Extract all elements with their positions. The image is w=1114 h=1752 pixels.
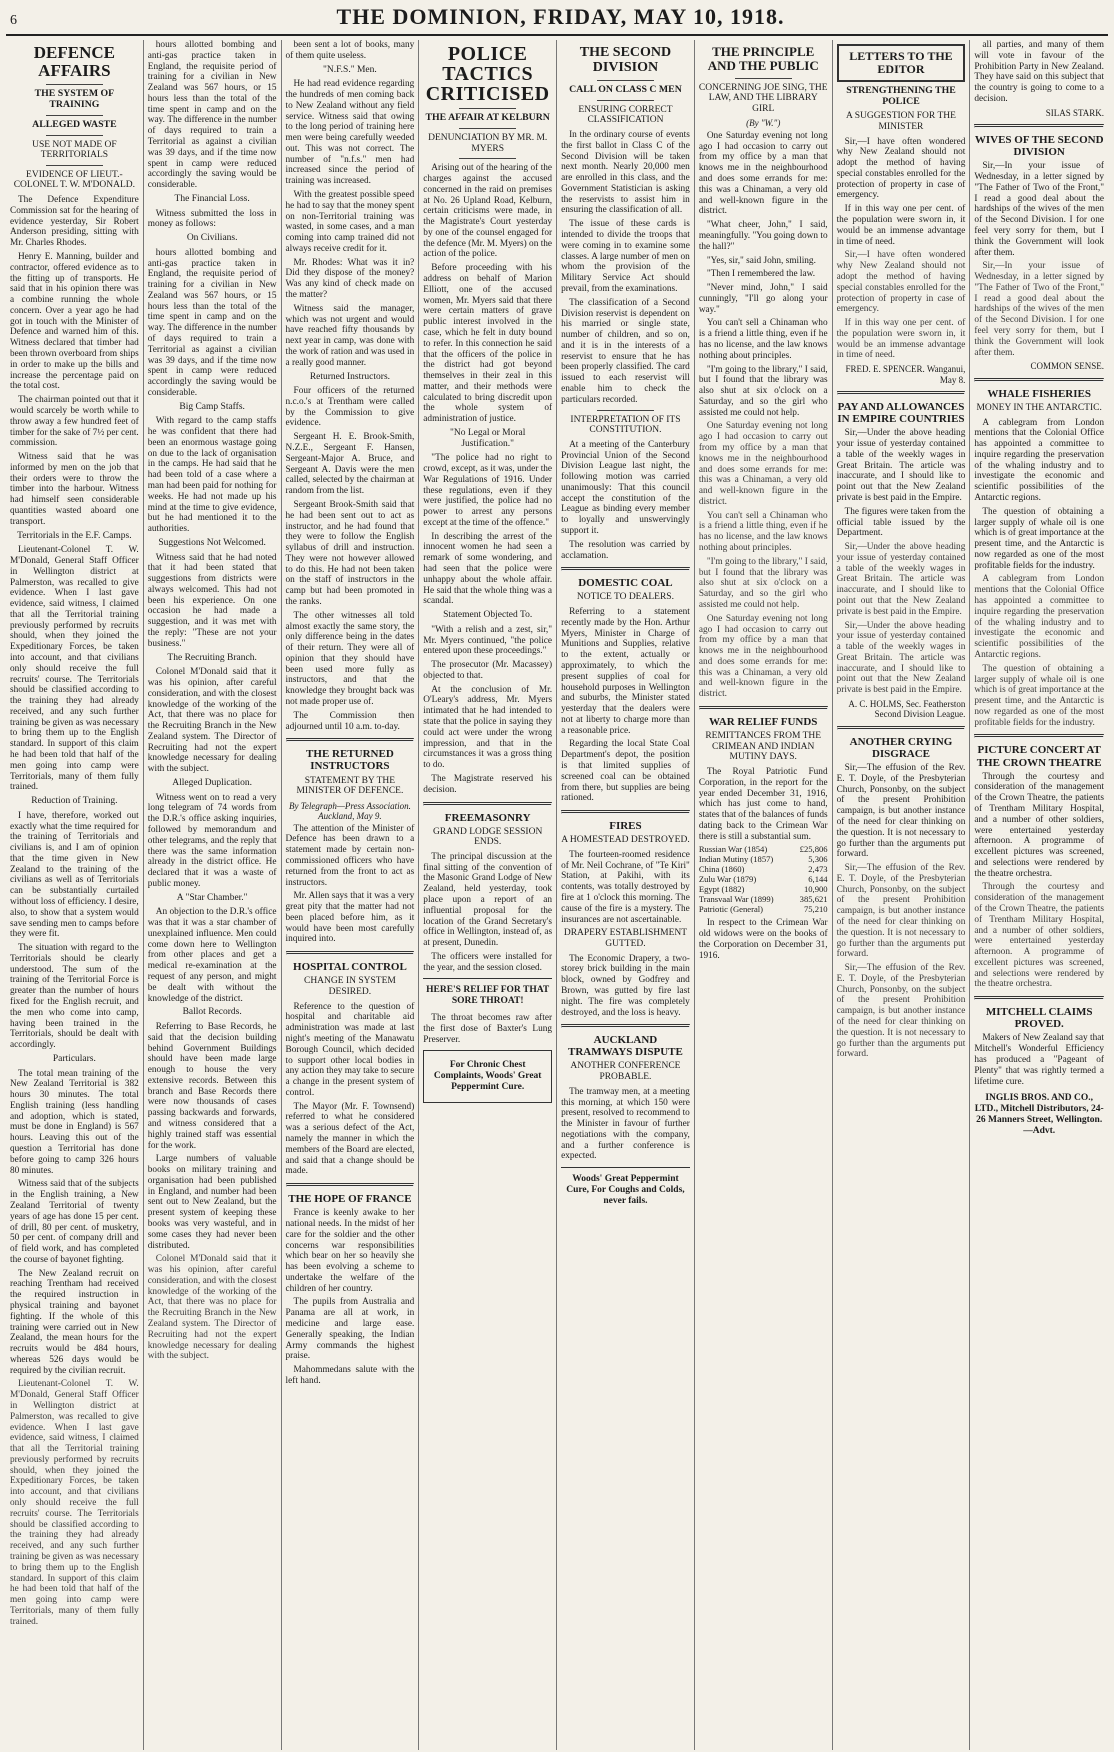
article-paragraph: Witness submitted the loss in money as follows: xyxy=(147,208,277,230)
divider xyxy=(423,802,552,806)
article-paragraph: With the greatest possible speed he had to say that the money spent on non-Territorial training was wasted, in some cases, and a man coming into camp trained did not always receive credit for it. xyxy=(285,190,415,254)
section-heading: Particulars. xyxy=(52,1053,96,1064)
article-paragraph: The situation with regard to the Territorials should be clearly understood. The sum of the training of the Territorial Force is greater than the number of hours fixed for the English recruit, and the men who come into camp, having been trained in the Territorials, should be dealt with accordingly. xyxy=(10,943,139,1051)
column-7 xyxy=(833,40,971,1750)
article-paragraph: The Magistrate reserved his decision. xyxy=(423,773,553,795)
article-paragraph: Lieutenant-Colonel T. W. M'Donald, General Staff Officer in Wellington district at Palmerston, was recalled to give evidence. When I last gave evidence, said witness, I claimed that all the Territorial training previously performed by recruits should, when they joined the Expeditionary Forces, be taken into account, and that civilians only should receive the full recruits' course. The Territorials should be classified according to the training they had already received, and any such further training be given as was necessary to bring them up to the English standard. In support of this claim he had been told that half of the men going into camp were Territorials, many of them fully trained. xyxy=(10,1379,139,1627)
subhead-kelburn: THE AFFAIR AT KELBURN xyxy=(425,112,550,123)
article-paragraph: In the ordinary course of events the first ballot in Class C of the Second Division will be taken next month. Nearly 20,000 men are enrolled in this class, and the Government Statistician is asking the reservists to assist him in ensuring the classification of all. xyxy=(561,130,690,216)
article-paragraph: In respect to the Crimean War old widows were on the books of the Corporation on December 31, 1916. xyxy=(698,918,828,961)
article-paragraph: "Then I remembered the law. xyxy=(706,269,816,280)
article-paragraph: The prosecutor (Mr. Macassey) objected to that. xyxy=(423,660,553,681)
column-4 xyxy=(419,40,557,1750)
fund-name: Patriotic (General) xyxy=(698,904,764,915)
article-paragraph: Reference to the question of hospital and charitable aid administration was made at last night's meeting of the Manawatu Borough Council, which decided to support other local bodies in any action they may take to secure a change in the present system of control. xyxy=(285,1001,415,1098)
article-paragraph: He had read evidence regarding the hundreds of men coming back to New Zealand without any field service. Witness said that owing to the long period of training here men were being carefully weeded out. This was not correct. The number of "n.f.s." men had increased since the period of training was increased. xyxy=(285,79,415,187)
subhead-drapery: DRAPERY ESTABLISHMENT GUTTED. xyxy=(563,928,688,949)
article-paragraph: Sergeant Brook-Smith said that he had been sent out to act as instructor, and he had found that they were to follow the English syllabus of drill and instruction. They were not however allowed to do this. He had not been taken on the staff of instructors in the camp but had been promoted in the ranks. xyxy=(285,499,415,607)
divider xyxy=(561,1167,690,1168)
article-paragraph: Through the courtesy and consideration of the management of the Crown Theatre, the patients of Trentham Military Hospital, and a number of other soldiers, were entertained yesterday afternoon. A programme of excellent pictures was screened, and selections were rendered by the theatre orchestra. xyxy=(974,882,1104,990)
advert-footer: INGLIS BROS. AND CO., LTD., Mitchell Distributors, 24-26 Manners Street, Wellington.—Advt. xyxy=(974,1093,1104,1137)
subhead-territorials: USE NOT MADE OF TERRITORIALS xyxy=(32,139,117,161)
article-paragraph: Witness said that he was informed by men on the job that their orders were to throw the timber into the harbour. Witness had himself seen considerable quantities wasted aboard one transport. xyxy=(10,452,139,527)
article-paragraph: You can't sell a Chinaman who is a friend a little thing, even if he has no license, and the law knows nothing about principles. xyxy=(698,318,828,361)
article-paragraph: I have, therefore, worked out exactly what the time required for the training of Territorials and civilians is, and I am of opinion that the time given in New Zealand to the training of the civilians as well as of Territorials can be substantially curtailed without loss of efficiency. I desire, also, to show that a system would save sending men to camps before they were fit. xyxy=(10,810,139,940)
page-number: 6 xyxy=(10,13,17,28)
letter-paragraph: all parties, and many of them will vote in favour of the Prohibition Party in New Zealand. They have said on this subject that the country is going to come to a decision. xyxy=(974,40,1104,104)
article-paragraph: Colonel M'Donald said that it was his opinion, after careful consideration, and with the closest knowledge of the working of the Act, that there was no place for the Recruiting Branch in the New Zealand system. The Director of Recruiting had not the expert knowledge necessary for dealing with the subject. xyxy=(147,1254,277,1362)
article-paragraph: The officers were installed for the year, and the session closed. xyxy=(423,951,553,973)
columns xyxy=(6,40,1108,1750)
divider xyxy=(699,706,828,710)
article-paragraph: The Economic Drapery, a two-storey brick building in the main block, owned by Godfrey and Brown, was gutted by fire last night. The fire was completely destroyed, and the loss is heavy. xyxy=(561,953,690,1018)
headline-tramways: AUCKLAND TRAMWAYS DISPUTE xyxy=(568,1034,683,1059)
article-paragraph: At the conclusion of Mr. O'Leary's address, Mr. Myers intimated that he had intended to state that the police in saying they could act were under the wrong impression, and that in the circumstances it was a gross thing to do. xyxy=(423,684,553,771)
masthead xyxy=(6,4,1108,36)
headline-war-relief: WAR RELIEF FUNDS xyxy=(709,715,818,728)
subhead-homestead: A HOMESTEAD DESTROYED. xyxy=(561,835,690,846)
article-paragraph: Mr. Allen says that it was a very great pity that the matter had not been placed before him, as it would have been most carefully inquired into. xyxy=(285,891,415,945)
subhead-suggestion: A SUGGESTION FOR THE MINISTER xyxy=(846,111,956,132)
section-heading: Territorials in the E.F. Camps. xyxy=(17,530,132,541)
headline-domestic-coal: DOMESTIC COAL xyxy=(578,577,673,590)
article-paragraph: Witness said that he had noted that it had been stated that suggestions from districts were always welcomed. This had not been his experience. On one occasion he had made a suggestion, and it was met with the reply: "These are not your business." xyxy=(147,552,277,649)
article-paragraph: hours allotted bombing and anti-gas practice taken in England, the requisite period of training for a civilian in New Zealand was 567 hours, or 15 hours less than the total of the time spent in camp and on the way. The difference in the number of days required to train a Territorial as against a civilian was 39 days, and if the time now spent in camp were reduced accordingly the saving would be considerable. xyxy=(147,40,277,191)
divider xyxy=(46,165,103,166)
fund-amount: 2,473 xyxy=(808,864,828,875)
article-paragraph: The issue of these cards is intended to divide the troops that were coming in to examine some classes. A large number of men on whom the provision of the Military Service Act should prevail, from the examinations. xyxy=(561,219,690,294)
subhead-interpretation: INTERPRETATION OF ITS CONSTITUTION. xyxy=(570,414,681,436)
article-paragraph: The principal discussion at the final sitting of the convention of the Masonic Grand Lodge of New Zealand, held yesterday, took place upon a report of an influential proposal for the location of the Grand Secretary's office in Wellington, instead of, as at present, Dunedin. xyxy=(423,851,553,949)
article-paragraph: The pupils from Australia and Panama are all at work, in medicine and large ease. Generally speaking, the Indian Army commands the highest praise. xyxy=(285,1297,415,1362)
article-paragraph: The classification of a Second Division reservist is dependent on his married or single state, number of children, and so on, and it is in the interests of a reservist to ensure that he has been properly classified. The card issued to each reservist will enable him to check the particulars recorded. xyxy=(561,297,690,405)
advert-box xyxy=(423,1050,552,1103)
divider xyxy=(597,80,654,81)
article-paragraph: The tramway men, at a meeting this morning, at which 150 were present, resolved to recommend to the Minister in favour of further negotiations with the company, and a further conference is expected. xyxy=(561,1086,690,1162)
article-paragraph: Mahommedans salute with the left hand. xyxy=(285,1365,415,1386)
article-paragraph: The Defence Expenditure Commission sat for the hearing of evidence yesterday, Sir Robert Anderson presiding, sitting with Mr. Charles Rhodes. xyxy=(10,195,139,249)
article-paragraph: A cablegram from London mentions that the Colonial Office has appointed a committee to inquire regarding the preservation of the whaling industry and to investigate the economic and scientific possibilities of the Antarctic regions. xyxy=(974,417,1104,503)
article-paragraph: Before proceeding with his address on behalf of Marion Elliott, one of the accused women, Mr. Myers said that there were certain matters of grave public interest involved in the case, which he felt in duty bound to refer. In this connection he said that the officers of the police in the district had got beyond themselves in their zeal in this matter, and their methods were calculated to bring discredit upon the whole system of administration of justice. xyxy=(423,263,553,425)
article-paragraph: The Royal Patriotic Fund Corporation, in the report for the year ended December 31, 1916, which has just come to hand, states that of the balances of funds dating back to the Crimean War there is still a substantial sum. xyxy=(698,766,828,842)
divider xyxy=(974,734,1104,738)
letter-signature: FRED. E. SPENCER. Wanganui, May 8. xyxy=(845,364,966,385)
headline-police-tactics: POLICE TACTICS CRITICISED xyxy=(425,43,550,105)
subhead-dealers: NOTICE TO DEALERS. xyxy=(576,592,674,603)
funds-table xyxy=(699,845,828,915)
letter-paragraph: Sir,—In your issue of Wednesday, in a letter signed by "The Father of Two of the Front," I read a good deal about the hardships of the wives of the men of the Second Division. I for one feel very sorry for them, but I think the Government will look after them. xyxy=(974,161,1104,258)
letter-signature: SILAS STARK. xyxy=(1045,107,1104,118)
article-paragraph: "I'm going to the library," I said, but I found that the library was also shut at six o'clock on a Saturday, and so the girl who assisted me could not help. xyxy=(698,364,828,418)
article-paragraph: One Saturday evening not long ago I had occasion to carry out from my office by a man that knows me in the neighbourhood and does some errands for me: this was a Chinaman, a very old and well-known figure in the district. xyxy=(698,613,828,700)
letter-paragraph: If in this way one per cent. of the population were sworn in, it would be an immense advantage in time of need. xyxy=(836,204,966,247)
section-heading: "N.F.S." Men. xyxy=(323,64,377,75)
article-paragraph: One Saturday evening not long ago I had occasion to carry out from my office by a man that knows me in the neighbourhood and does some errands for me: this was a Chinaman, a very old and well-known figure in the district. xyxy=(698,130,828,217)
fund-name: China (1860) xyxy=(698,864,745,875)
fund-name: Transvaal War (1899) xyxy=(698,894,774,905)
headline-freemasonry: FREEMASONRY xyxy=(444,811,531,824)
subhead-police: STRENGTHENING THE POLICE xyxy=(846,85,956,108)
divider xyxy=(46,135,103,136)
subhead-joe-sing: CONCERNING JOE SING, THE LAW, AND THE LIBRARY GIRL xyxy=(698,82,828,114)
subhead-remittances: REMITTANCES FROM THE CRIMEAN AND INDIAN MUTINY DAYS. xyxy=(705,731,822,763)
divider xyxy=(459,158,516,159)
divider xyxy=(459,128,516,129)
article-paragraph: The attention of the Minister of Defence has been drawn to a statement made by certain non-commissioned officers who have returned from the front to act as instructors. xyxy=(285,823,415,888)
column-6 xyxy=(695,40,833,1750)
headline-concert: PICTURE CONCERT AT THE CROWN THEATRE xyxy=(976,744,1102,769)
article-paragraph: Witness said that of the subjects in the English training, a New Zealand Territorial of twenty years of age has done 15 per cent. of drill, 80 per cent. of musketry, 50 per cent. of company drill and of field work, and has completed the course of bayonet fighting. xyxy=(10,1179,139,1265)
article-paragraph: Henry E. Manning, builder and contractor, offered evidence as to the fitting up of transports. He said that in his opinion there was a combine running the whole concern. Over a year ago he had got in touch with the Minister of Defence and warned him of this. Witness declared that timber had been thrown overboard from ships in order to make up the bills and increase the percentage paid on the total cost. xyxy=(10,252,139,392)
divider xyxy=(735,78,792,79)
subhead-minister: STATEMENT BY THE MINISTER OF DEFENCE. xyxy=(296,775,404,797)
divider xyxy=(459,108,516,109)
letter-paragraph: Sir,—The effusion of the Rev. E. T. Doyle, of the Presbyterian Church, Ponsonby, on the subject of the present Prohibition campaign, is but another instance of the need for clear thinking on the question. It is not necessary to go further than the arguments put forward. xyxy=(836,763,966,860)
advert-text: Makers of New Zealand say that Mitchell's Wonderful Efficiency has produced a "Pageant of Plenty" that was rightly termed a lifetime cure. xyxy=(974,1033,1104,1087)
letter-paragraph: If in this way one per cent. of the population were sworn in, it would be an immense advantage in time of need. xyxy=(836,318,966,361)
subhead-change: CHANGE IN SYSTEM DESIRED. xyxy=(303,976,396,997)
section-heading: The Recruiting Branch. xyxy=(167,652,257,663)
divider xyxy=(974,124,1104,128)
article-paragraph: Regarding the local State Coal Department's depot, the position is that limited supplies of screened coal can be obtained from there, but supplies are being rationed. xyxy=(561,739,690,804)
article-paragraph: "What cheer, John," I said, meaningfully. "You going down to the hall?" xyxy=(698,220,828,252)
section-heading: A "Star Chamber." xyxy=(176,892,248,903)
article-paragraph: Sergeant H. E. Brook-Smith, N.Z.E., Sergeant F. Hansen, Sergeant-Major A. Bruce, and Sergeant A. Davis were the men called, selected by the chairman at random from the list. xyxy=(285,432,415,497)
subhead-denunciation: DENUNCIATION BY MR. M. MYERS xyxy=(428,132,548,154)
fund-name: Egypt (1882) xyxy=(698,884,745,895)
subhead-class-c: CALL ON CLASS C MEN xyxy=(569,83,682,95)
article-paragraph: The chairman pointed out that it would scarcely be worth while to throw away a few hundred feet of timber for the sake of 7½ per cent. commission. xyxy=(10,395,139,449)
divider xyxy=(561,1024,690,1028)
divider xyxy=(561,810,690,814)
article-paragraph: The question of obtaining a larger supply of whale oil is one which is of great importance at the present time, and the Antarctic is now regarded as one of the most profitable fields for the industry. xyxy=(974,663,1104,728)
letter-paragraph: Sir,—I have often wondered why New Zealand should not adopt the method of having special constables enrolled for the protection of property in case of emergency. xyxy=(836,250,966,315)
article-paragraph: "The police had no right to crowd, except, as it was, under the War Regulations of 1916. Under these regulations, even if they were justified, the police had no power to arrest any persons except at the time of the offence." xyxy=(423,453,553,528)
letter-paragraph: Sir,—I have often wondered why New Zealand should not adopt the method of having special constables enrolled for the protection of property in case of emergency. xyxy=(836,136,966,201)
divider xyxy=(46,84,103,85)
divider xyxy=(974,996,1104,1000)
advert-footer: For Chronic Chest Complaints, Woods' Great Peppermint Cure. xyxy=(433,1059,542,1092)
section-heading: Statement Objected To. xyxy=(443,610,533,621)
subhead-classification: ENSURING CORRECT CLASSIFICATION xyxy=(578,104,673,126)
headline-principle: THE PRINCIPLE AND THE PUBLIC xyxy=(707,44,819,74)
article-paragraph: With regard to the camp staffs he was confident that there had been an enormous wastage going on due to the lack of organisation in the camps. He had said that he had been told of a case where a man had been paid for nothing for weeks. He had not made up his mind at the time to give evidence, but he had mentioned it to the authorities. xyxy=(147,416,277,535)
divider xyxy=(837,391,966,395)
subhead-evidence: EVIDENCE OF LIEUT.-COLONEL T. W. M'DONALD. xyxy=(13,169,136,191)
article-paragraph: A cablegram from London mentions that the Colonial Office has appointed a committee to inquire regarding the preservation of the whaling industry and to investigate the economic and scientific possibilities of the Antarctic regions. xyxy=(974,574,1104,660)
fund-amount: 385,621 xyxy=(799,894,828,905)
article-paragraph: Through the courtesy and consideration of the management of the Crown Theatre, the patients of Trentham Military Hospital, and a number of other soldiers, were entertained yesterday afternoon. A programme of excellent pictures was screened, and selections were rendered by the theatre orchestra. xyxy=(974,771,1104,879)
column-3 xyxy=(282,40,420,1750)
headline-mitchell: MITCHELL CLAIMS PROVED. xyxy=(985,1006,1093,1031)
section-heading: Big Camp Staffs. xyxy=(179,401,245,412)
section-heading: Reduction of Training. xyxy=(31,796,118,807)
article-paragraph: Witness went on to read a very long telegram of 74 words from the D.R.'s office asking inquiries, followed by memorandum and other telegrams, and the reply that there was the same information already in the district office. He declared that it was a waste of public money. xyxy=(147,792,277,889)
article-paragraph: The resolution was carried by acclamation. xyxy=(561,539,690,561)
divider xyxy=(597,100,654,101)
article-paragraph: Four officers of the returned n.c.o.'s at Trentham were called by the Commission to give evidence. xyxy=(285,386,415,429)
subhead-waste: ALLEGED WASTE xyxy=(32,118,117,130)
headline-defence-affairs: DEFENCE AFFAIRS xyxy=(33,43,115,80)
fund-amount: 75,210 xyxy=(803,904,828,915)
headline-letters: LETTERS TO THE EDITOR xyxy=(849,49,953,77)
divider xyxy=(286,951,415,955)
subhead-antarctic: MONEY IN THE ANTARCTIC. xyxy=(976,402,1102,413)
headline-hope-of-france: THE HOPE OF FRANCE xyxy=(288,1193,412,1206)
byline: (By "W.") xyxy=(746,118,781,129)
article-paragraph: The Mayor (Mr. F. Townsend) referred to what he considered was a serious defect of the Act, namely the manner in which the members of the Board are elected, and said that a change should be made. xyxy=(285,1101,415,1177)
article-paragraph: Witness said the manager, which was not urgent and would have reached fifty thousands by next year in camp, was done with the work of ration and was used in a really good manner. xyxy=(285,303,415,368)
article-paragraph: been sent a lot of books, many of them quite useless. xyxy=(285,40,415,61)
subhead-training: THE SYSTEM OF TRAINING xyxy=(34,87,115,110)
headline-wives: WIVES OF THE SECOND DIVISION xyxy=(974,134,1104,159)
divider xyxy=(837,726,966,730)
divider xyxy=(597,410,654,411)
fund-name: Russian War (1854) xyxy=(698,844,768,855)
column-1 xyxy=(6,40,144,1750)
column-8 xyxy=(970,40,1108,1750)
section-heading: "No Legal or Moral Justification." xyxy=(449,427,526,449)
section-heading: On Civilians. xyxy=(186,233,238,244)
column-2 xyxy=(144,40,282,1750)
headline-hospital-control: HOSPITAL CONTROL xyxy=(293,961,407,974)
article-paragraph: In describing the arrest of the innocent women he had seen a remark of some wondering, and had seen that the police were unhappy about the whole affair. He said that the whole thing was a scandal. xyxy=(423,531,553,607)
article-paragraph: Lieutenant-Colonel T. W. M'Donald, General Staff Officer in Wellington district at Palmerston, was recalled to give evidence. When I last gave evidence, said witness, I claimed that all the Territorial training previously performed by recruits should, when they joined the Expeditionary Forces, be taken into account, and that civilians only should receive the full recruits' course. The Territorials should be classified according to the training they had already received, and any such further training be given as was necessary to bring them up to the English standard. In support of this claim he had been told that half of the men going into camp were Territorials, many of them fully trained. xyxy=(10,545,139,793)
column-5 xyxy=(557,40,695,1750)
section-heading: Alleged Duplication. xyxy=(172,778,252,788)
article-paragraph: Referring to Base Records, he said that the decision building behind Government Buildings should have been made large enough to house the very extensive records. Between this branch and Base Records there were now thousands of cases passing backwards and forwards, and witness considered that a highly trained staff was essential for the work. xyxy=(147,1021,277,1151)
article-paragraph: The fourteen-roomed residence of Mr. Neil Cochrane, of "Te Kiri" Station, at Pakihi, with its contents, was totally destroyed by fire at 1 o'clock this morning. The cause of the fire is a mystery. The insurances are not ascertainable. xyxy=(561,849,690,925)
article-paragraph: "Yes, sir," said John, smiling. xyxy=(706,255,816,266)
letter-signature: A. C. HOLMS, Sec. Featherston Second Division League. xyxy=(848,699,966,720)
article-paragraph: "I'm going to the library," I said, but I found that the library was also shut at six o'clock on a Saturday, and so the girl who assisted me could not help. xyxy=(698,556,828,610)
subhead-grand-lodge: GRAND LODGE SESSION ENDS. xyxy=(433,826,543,848)
section-heading: Ballot Records. xyxy=(182,1007,242,1018)
article-paragraph: You can't sell a Chinaman who is a friend a little thing, even if he has no license, and the law knows nothing about principles. xyxy=(698,510,828,554)
article-paragraph: "With a relish and a zest, sir," Mr. Myers continued, "the police entered upon these proceedings." xyxy=(423,624,553,657)
article-paragraph: "Never mind, John," I said cunningly, "I'll go along your way." xyxy=(698,283,828,315)
advert-text: Woods' Great Peppermint Cure, For Coughs and Colds, never fails. xyxy=(566,1174,685,1207)
letters-masthead xyxy=(837,44,966,82)
article-paragraph: The other witnesses all told almost exactly the same story, the only difference being in the dates of their return. They were all of opinion that they should have been used more fully as instructors, and that the knowledge they brought back was not made proper use of. xyxy=(285,610,415,707)
letter-paragraph: Sir,—Under the above heading your issue of yesterday contained a table of the weekly wages in Great Britain. The article was inaccurate, and I should like to point out that the New Zealand private is best paid in the Empire. xyxy=(836,620,966,696)
divider xyxy=(286,738,415,742)
headline-pay: PAY AND ALLOWANCES IN EMPIRE COUNTRIES xyxy=(837,401,965,426)
letter-signature: COMMON SENSE. xyxy=(1030,361,1104,372)
fund-amount: £25,806 xyxy=(799,844,828,855)
article-paragraph: At a meeting of the Canterbury Provincial Union of the Second Division League last night, the following motion was carried unanimously: That this council accept the constitution of the League as binding every member to loyally and unswervingly support it. xyxy=(561,439,690,537)
newspaper-title: THE DOMINION, FRIDAY, MAY 10, 1918. xyxy=(336,4,785,29)
article-paragraph: Colonel M'Donald said that it was his opinion, after careful consideration, and with the closest knowledge of the working of the Act, that there was no place for the Recruiting Branch in the New Zealand system. The Director of Recruiting had not the expert knowledge necessary for dealing with the subject. xyxy=(147,667,277,775)
letter-paragraph: Sir,—Under the above heading your issue of yesterday contained a table of the weekly wages in Great Britain. The article was inaccurate, and I should like to point out that the New Zealand private is best paid in the Empire. xyxy=(836,428,966,503)
subhead-conference: ANOTHER CONFERENCE PROBABLE. xyxy=(570,1061,681,1083)
letter-paragraph: The figures were taken from the official table issued by the Department. xyxy=(836,506,966,539)
article-paragraph: Referring to a statement recently made by the Hon. Arthur Myers, Minister in Charge of Munitions and Supplies, relative to the extent, actually or approximately, to which the present supplies of coal for household purposes in Wellington and suburbs, the Minister stated yesterday that the dealers were not at liberty to charge more than a reasonable price. xyxy=(561,607,690,736)
divider xyxy=(286,1183,415,1187)
headline-fires: FIRES xyxy=(609,820,642,833)
fund-amount: 5,306 xyxy=(808,854,828,865)
headline-returned-instructors: THE RETURNED INSTRUCTORS xyxy=(306,748,394,773)
article-paragraph: Mr. Rhodes: What was it in? Did they dispose of the money? Was any kind of check made on the matter? xyxy=(285,257,415,301)
divider xyxy=(974,378,1104,382)
byline: By Telegraph—Press Association. Auckland, May 9. xyxy=(288,800,411,822)
advert-heading: HERE'S RELIEF FOR THAT SORE THROAT! xyxy=(426,985,550,1007)
fund-amount: 10,900 xyxy=(803,884,828,895)
article-paragraph: The question of obtaining a larger supply of whale oil is one which is of great importance at the present time, and the Antarctic is now regarded as one of the most profitable fields for the industry. xyxy=(974,506,1104,571)
article-paragraph: hours allotted bombing and anti-gas practice taken in England, the requisite period of training for a civilian in New Zealand was 567 hours, or 15 hours less than the total of the time spent in camp and on the way. The difference in the number of days required to train a Territorial as against a civilian was 39 days, and if the time now spent in camp were reduced accordingly the saving would be considerable. xyxy=(147,247,277,398)
article-paragraph: France is keenly awake to her national needs. In the midst of her care for the soldier and the other concerns war responsibilities which bear on her so heavily she has been evolving a scheme to undertake the welfare of the children of her country. xyxy=(285,1208,415,1294)
letter-paragraph: Sir,—The effusion of the Rev. E. T. Doyle, of the Presbyterian Church, Ponsonby, on the subject of the present Prohibition campaign, is but another instance of the need for clear thinking on the question. It is not necessary to go further than the arguments put forward. xyxy=(836,863,966,960)
fund-name: Indian Mutiny (1857) xyxy=(698,854,774,865)
headline-whale: WHALE FISHERIES xyxy=(987,387,1091,400)
article-paragraph: The total mean training of the New Zealand Territorial is 382 hours 30 minutes. The total English training (less handling and adoption, which is stated, must be done in England) is 567 hours. Leaving this out of the question a Territorial has done before going to camp 326 hours 80 minutes. xyxy=(10,1068,139,1176)
fund-name: Zulu War (1879) xyxy=(698,874,757,885)
article-paragraph: The New Zealand recruit on reaching Trentham had received the required instruction in physical training and bayonet fighting. If the whole of this training were carried out in New Zealand, the mean hours for the recruits would be 484 hours, whereas 526 days would be required by the civilian recruit. xyxy=(10,1268,139,1376)
headline-second-division: THE SECOND DIVISION xyxy=(579,45,672,76)
divider xyxy=(423,978,552,979)
headline-crying-disgrace: ANOTHER CRYING DISGRACE xyxy=(849,735,953,760)
section-heading: Returned Instructors. xyxy=(309,371,391,382)
letter-paragraph: Sir,—The effusion of the Rev. E. T. Doyle, of the Presbyterian Church, Ponsonby, on the subject of the present Prohibition campaign, is but another instance of the need for clear thinking on the question. It is not necessary to go further than the arguments put forward. xyxy=(836,963,966,1060)
article-paragraph: An objection to the D.R.'s office was that it was a star chamber of unexplained influence. Men could come down here to Wellington from other places and get a medical re-examination at the request of any person, and might be dealt with without the knowledge of the district. xyxy=(147,907,277,1004)
article-paragraph: Large numbers of valuable books on military training and organisation had been published in England, and number had been sent out to New Zealand, but the present system of keeping these books was very wasteful, and in some cases they had never been distributed. xyxy=(147,1154,277,1251)
letter-paragraph: Sir,—In your issue of Wednesday, in a letter signed by "The Father of Two of the Front," I read a good deal about the hardships of the wives of the men of the Second Division. I for one feel very sorry for them, but I think the Government will look after them. xyxy=(974,261,1104,358)
table-row xyxy=(699,905,828,915)
divider xyxy=(46,115,103,116)
advert-text: The throat becomes raw after the first dose of Baxter's Lung Preserver. xyxy=(423,1013,553,1046)
article-paragraph: Arising out of the hearing of the charges against the accused concerned in the raid on premises at No. 26 Upland Road, Kelburn, certain criticisms were made, in the Magistrate's Court yesterday by one of the counsel engaged for the defence (Mr. M. Myers) on the action of the police. xyxy=(423,163,553,260)
fund-amount: 6,144 xyxy=(808,874,828,885)
article-paragraph: One Saturday evening not long ago I had occasion to carry out from my office by a man that knows me in the neighbourhood and does some errands for me: this was a Chinaman, a very old and well-known figure in the district. xyxy=(698,421,828,507)
divider xyxy=(561,567,690,571)
section-heading: The Financial Loss. xyxy=(174,193,250,204)
section-heading: Suggestions Not Welcomed. xyxy=(158,537,266,548)
letter-paragraph: Sir,—Under the above heading your issue of yesterday contained a table of the weekly wages in Great Britain. The article was inaccurate, and I should like to point out that the New Zealand private is best paid in the Empire. xyxy=(836,542,966,617)
article-paragraph: The Commission then adjourned until 10 a.m. to-day. xyxy=(285,710,415,732)
